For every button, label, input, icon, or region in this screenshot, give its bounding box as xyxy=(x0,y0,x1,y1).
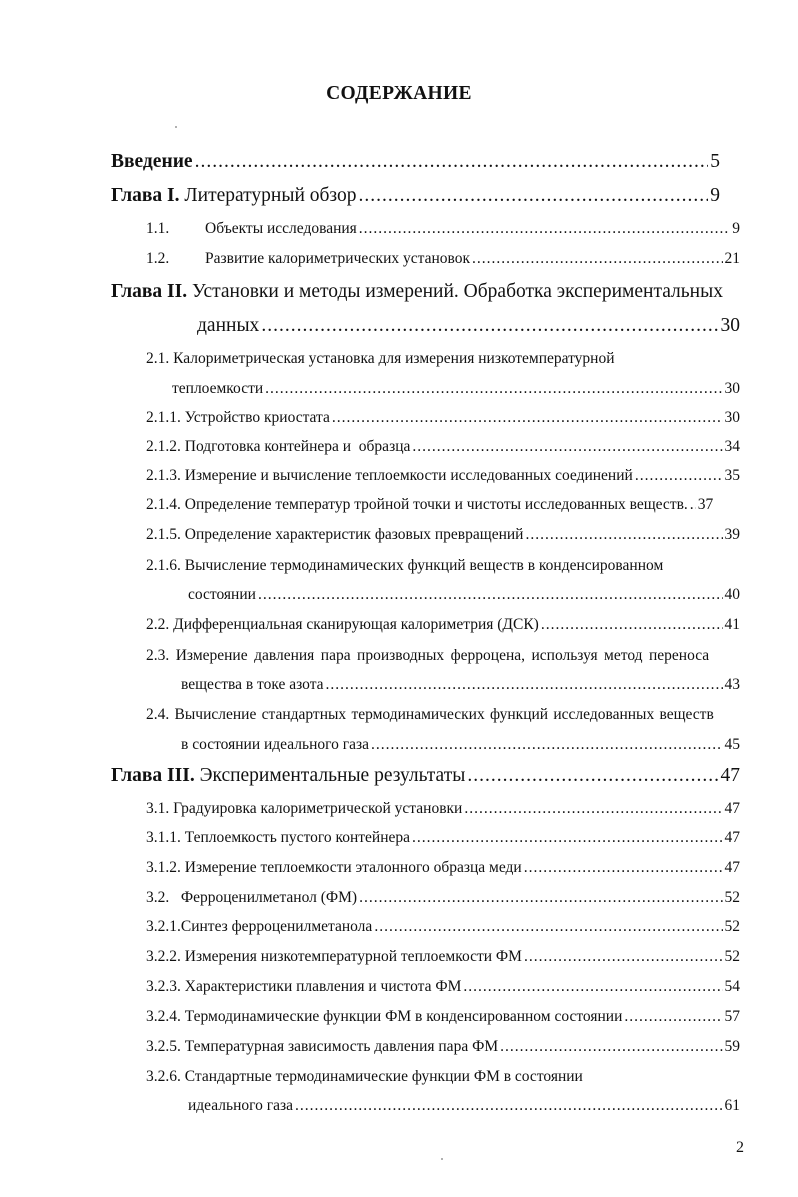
toc-number: 1.2. xyxy=(146,250,170,267)
toc-section-3-2-2[interactable] xyxy=(146,948,740,966)
toc-section-2-3[interactable] xyxy=(181,676,740,694)
toc-page: 47 xyxy=(724,829,740,846)
toc-page: 47 xyxy=(724,859,740,876)
toc-section-2-1-6[interactable] xyxy=(188,586,740,604)
toc-page: 30 xyxy=(720,315,740,336)
toc-label: 2.1.3. Измерение и вычисление теплоемкости исследованных соединений xyxy=(146,467,633,484)
toc-label-cont: в состоянии идеального газа xyxy=(181,736,369,753)
toc-label: 2.2. Дифференциальная сканирующая калориметрия (ДСК) xyxy=(146,616,539,633)
page-title: СОДЕРЖАНИЕ xyxy=(326,83,472,104)
leader-dots xyxy=(258,586,723,604)
leader-dots xyxy=(326,676,723,694)
toc-section-3-1-1[interactable] xyxy=(146,829,740,847)
leader-dots xyxy=(524,948,723,966)
leader-dots xyxy=(332,409,723,427)
toc-page: 54 xyxy=(724,978,740,995)
leader-dots xyxy=(195,151,709,173)
chapter-prefix: Глава III. xyxy=(111,765,195,786)
leader-dots xyxy=(412,438,722,456)
toc-label: 2.1.2. Подготовка контейнера и образца xyxy=(146,438,411,455)
leader-dots xyxy=(524,859,723,877)
toc-section-3-2-5[interactable] xyxy=(146,1038,740,1056)
leader-dots xyxy=(624,1008,722,1026)
toc-page: 59 xyxy=(724,1038,740,1055)
leader-dots xyxy=(374,918,722,936)
toc-intro[interactable] xyxy=(111,151,720,173)
toc-section-2-4[interactable] xyxy=(181,736,740,754)
toc-label-cont: состоянии xyxy=(188,586,256,603)
leader-dots xyxy=(467,765,718,787)
toc-page: 43 xyxy=(724,676,740,693)
toc-label: 3.2.3. Характеристики плавления и чистота ФМ xyxy=(146,978,462,995)
toc-label: 3.2.1.Синтез ферроценилметанола xyxy=(146,918,373,935)
leader-dots xyxy=(261,315,718,337)
toc-page: 34 xyxy=(724,438,740,455)
toc-chapter-3[interactable] xyxy=(111,765,740,787)
toc-label: 3.1.2. Измерение теплоемкости эталонного образца меди xyxy=(146,859,522,876)
leader-dots xyxy=(359,220,730,238)
toc-page: 47 xyxy=(724,800,740,817)
toc-section-1-2[interactable] xyxy=(205,250,740,268)
leader-dots xyxy=(359,185,709,207)
leader-dots xyxy=(359,889,722,907)
toc-section-3-2[interactable] xyxy=(146,889,740,907)
leader-dots xyxy=(371,736,723,754)
toc-section-2-2[interactable] xyxy=(146,616,740,634)
chapter-prefix: Глава I. xyxy=(111,185,180,206)
toc-section-3-1-2[interactable] xyxy=(146,859,740,877)
leader-dots xyxy=(295,1097,723,1115)
toc-label: 3.2.4. Термодинамические функции ФМ в конденсированном состоянии xyxy=(146,1008,623,1025)
toc-label: 3.1. Градуировка калориметрической установки xyxy=(146,800,463,817)
toc-page: 21 xyxy=(724,250,740,267)
toc-chapter-1[interactable] xyxy=(111,185,720,207)
toc-page: 39 xyxy=(724,526,740,543)
toc-label: 3.2.2. Измерения низкотемпературной теплоемкости ФМ xyxy=(146,948,522,965)
chapter-prefix: Глава II. xyxy=(111,281,188,302)
toc-section-2-4-title[interactable]: 2.4. Вычисление стандартных термодинамических функций исследованных веществ xyxy=(146,706,714,723)
toc-section-3-2-6[interactable] xyxy=(188,1097,740,1115)
toc-section-2-1-3[interactable] xyxy=(146,467,740,485)
leader-dots xyxy=(464,800,722,818)
toc-label: Объекты исследования xyxy=(205,220,357,237)
scan-speck xyxy=(175,126,177,128)
toc-page: 35 xyxy=(724,467,740,484)
toc-label: 3.2. Ферроценилметанол (ФМ) xyxy=(146,889,358,906)
toc-label: 2.1.5. Определение характеристик фазовых превращений xyxy=(146,526,524,543)
toc-page: 52 xyxy=(724,889,740,906)
toc-page: 30 xyxy=(724,409,740,426)
toc-section-3-2-4[interactable] xyxy=(146,1008,740,1026)
toc-page: 52 xyxy=(724,948,740,965)
toc-page: 41 xyxy=(724,616,740,633)
toc-label: Установки и методы измерений. Обработка экспериментальных xyxy=(187,281,723,302)
toc-page: 45 xyxy=(724,736,740,753)
toc-label: 2.1.1. Устройство криостата xyxy=(146,409,330,426)
toc-page: 30 xyxy=(724,380,740,397)
toc-section-2-3-title[interactable]: 2.3. Измерение давления пара производных ферроцена, используя метод переноса xyxy=(146,647,710,664)
leader-dots xyxy=(463,978,722,996)
leader-dots xyxy=(635,467,723,485)
toc-label-cont: идеального газа xyxy=(188,1097,293,1114)
toc-label: Экспериментальные результаты xyxy=(194,765,466,786)
scan-speck xyxy=(441,1158,443,1160)
toc-label: Развитие калориметрических установок xyxy=(205,250,470,267)
toc-label-cont: данных xyxy=(197,315,260,336)
leader-dots xyxy=(412,829,722,847)
toc-section-3-2-3[interactable] xyxy=(146,978,740,996)
toc-label: 3.1.1. Теплоемкость пустого контейнера xyxy=(146,829,411,846)
toc-page: 47 xyxy=(720,765,740,786)
toc-page: 40 xyxy=(724,586,740,603)
toc-page: 57 xyxy=(724,1008,740,1025)
toc-page: 9 xyxy=(710,185,720,206)
leader-dots xyxy=(541,616,723,634)
toc-label: 2.1.4. Определение температур тройной точки и чистоты исследованных веществ. xyxy=(146,496,688,513)
toc-label-cont: теплоемкости xyxy=(172,380,264,397)
toc-label: Введение xyxy=(111,151,193,172)
toc-number: 1.1. xyxy=(146,220,170,237)
toc-section-2-1[interactable] xyxy=(172,380,740,398)
toc-section-1-1[interactable] xyxy=(205,220,740,238)
toc-section-2-1-6-title[interactable]: 2.1.6. Вычисление термодинамических функций веществ в конденсированном xyxy=(146,557,664,574)
leader-dots xyxy=(690,496,696,514)
toc-section-3-2-6-title[interactable]: 3.2.6. Стандартные термодинамические функции ФМ в состоянии xyxy=(146,1068,583,1085)
toc-page: 37 xyxy=(697,496,714,513)
toc-section-2-1-1[interactable] xyxy=(146,409,740,427)
toc-label: 3.2.5. Температурная зависимость давления пара ФМ xyxy=(146,1038,499,1055)
toc-label-cont: вещества в токе азота xyxy=(181,676,324,693)
toc-section-2-1-4[interactable] xyxy=(146,496,740,514)
toc-section-2-1-title[interactable]: 2.1. Калориметрическая установка для измерения низкотемпературной xyxy=(146,350,615,367)
toc-section-2-1-5[interactable] xyxy=(146,526,740,544)
toc-chapter-2-title[interactable] xyxy=(111,281,723,303)
toc-page: 61 xyxy=(724,1097,740,1114)
toc-chapter-2[interactable] xyxy=(197,315,740,337)
page-number: 2 xyxy=(736,1139,744,1156)
leader-dots xyxy=(525,526,722,544)
toc-label: Литературный обзор xyxy=(179,185,357,206)
leader-dots xyxy=(500,1038,722,1056)
leader-dots xyxy=(472,250,723,268)
toc-section-3-1[interactable] xyxy=(146,800,740,818)
toc-page: 5 xyxy=(710,151,720,172)
toc-page: 9 xyxy=(732,220,740,237)
toc-section-2-1-2[interactable] xyxy=(146,438,740,456)
leader-dots xyxy=(265,380,722,398)
toc-section-3-2-1[interactable] xyxy=(146,918,740,936)
toc-page: 52 xyxy=(724,918,740,935)
